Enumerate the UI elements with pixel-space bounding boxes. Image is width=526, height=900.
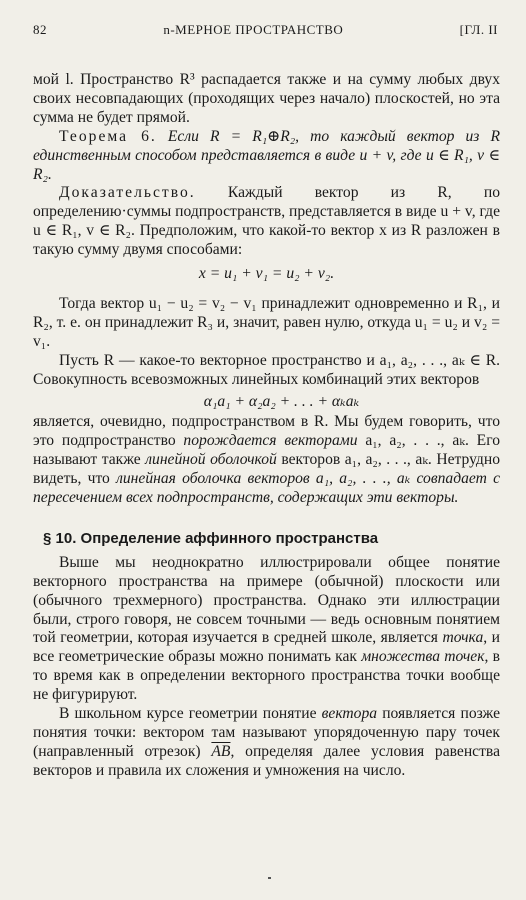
text-span: , определяя далее условия равенства векторов и правила их сложения и умножения на число. [33,742,500,779]
text-span: векторов a₁, a₂, . . ., aₖ. Нетрудно видеть, что [33,451,500,488]
paragraph [33,413,500,508]
section-heading: § 10. Определение аффинного пространства [43,529,379,547]
emphasis: вектора [321,705,378,723]
running-header [33,22,498,38]
text-span: , в то время как в определении векторного пространства точки вообще не фигурируют. [33,648,500,704]
emphasis: точка [442,629,484,647]
theorem-label: Теорема 6. [59,127,157,145]
text-span: является, очевидно, подпространством в R. Мы будем говорить, что это подпространство [33,413,500,450]
print-speck [268,877,271,879]
proof-label: Доказательство. [59,184,196,202]
theorem [33,128,500,185]
proof [33,184,500,260]
text-span: Выше мы неоднократно иллюстрировали общее понятие векторного пространства на примере (обычной) плоскости или (обычного трехмерного) пространства. Однако эти иллюстрации были, строго говоря, не совсем точными — ведь основным понятием той геометрии, которая изучается в средней школе, является [33,553,500,647]
text-span: , и все геометрические образы можно понимать как [33,629,500,666]
vector-notation: $\overline{AB}$ [211,742,231,760]
text-span: В школьном курсе геометрии понятие [59,705,322,723]
page-number: 82 [33,22,47,37]
emphasis: линейной оболочкой [145,451,277,469]
emphasis: порождается векторами [183,432,358,450]
running-title: n-МЕРНОЕ ПРОСТРАНСТВО [163,22,344,37]
paragraph: мой l. Пространство R³ распадается также и на сумму любых двух своих несовпадающих (проходящих через начало) плоскостей, но эта сумма не будет прямой. [33,71,500,126]
formula: x = u₁ + v₁ = u₂ + v₂. [198,265,335,283]
paragraph [33,705,500,781]
paragraph [33,554,500,705]
page-body [33,71,500,781]
emphasis: линейная оболочка векторов a₁, a₂, . . ., aₖ совпадает с пересечением всех подпространств, содержащих эти векторы. [33,470,501,507]
text-span: появляется позже понятия точки: вектором там называют упорядоченную пару точек (направленный отрезок) [33,705,500,760]
paragraph: Пусть R — какое-то векторное пространство и a₁, a₂, . . ., aₖ ∈ R. Совокупность всевозможных линейных комбинаций этих векторов [33,351,500,388]
theorem-statement: Если R = R₁⊕R₂, то каждый вектор из R единственным способом представляется в виде u + v, где u ∈ R₁, v ∈ R₂. [33,127,500,183]
emphasis: множества точек [361,648,485,666]
proof-text: Каждый вектор из R, по определению·суммы подпространств, представляется в виде u + v, где u ∈ R₁, v ∈ R₂. Предположим, что какой-то вектор x из R разложен в такую сумму двумя способами: [33,184,500,259]
chapter-label: [ГЛ. II [459,22,498,37]
formula: α₁a₁ + α₂a₂ + . . . + αₖaₖ [203,392,360,410]
paragraph: Тогда вектор u₁ − u₂ = v₂ − v₁ принадлежит одновременно и R₁, и R₂, т. е. он принадлежит R₃ и, значит, равен нулю, откуда u₁ = u₂ и v₂ = v₁. [33,294,500,350]
text-span: a₁, a₂, . . ., aₖ. Его называют также [33,432,500,469]
